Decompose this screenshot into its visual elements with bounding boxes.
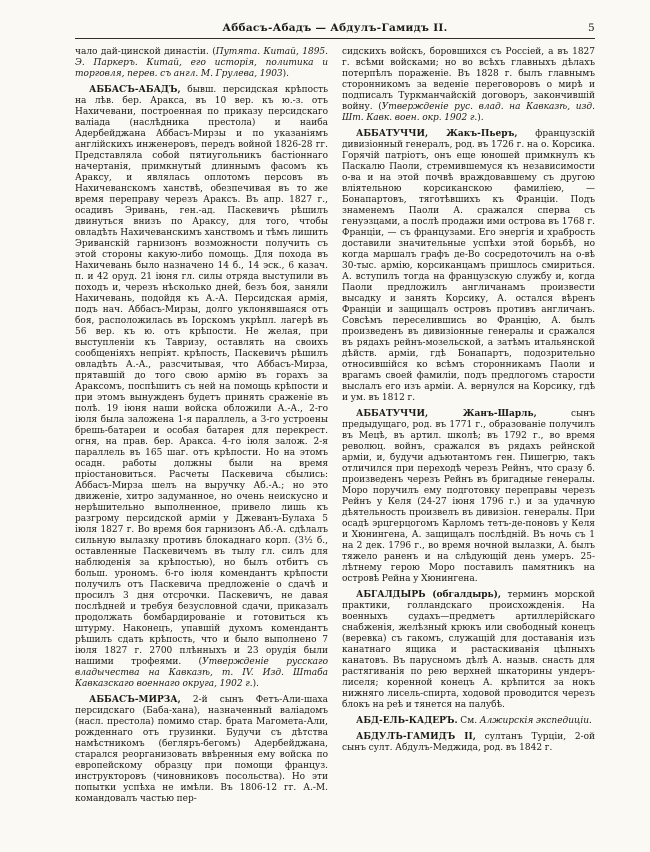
- entry-paragraph: [342, 716, 595, 727]
- body-text: сынъ предыдущаго, род. въ 1771 г., образованіе получилъ въ Мецѣ, въ артил. школѣ; въ 1792 г., во время революц. войнъ, сражался въ рядахъ рейнской арміи, и, будучи адъютантомъ ген. Пишегрю, такъ отличился при переходѣ черезъ Рейнъ, что сразу б. произведенъ черезъ Рейнъ въ бригадные генералы. Моро поручилъ ему подготовку переправы черезъ Рейнъ у Келя (24-27 іюня 1796 г.) и за удачную дѣятельность произвелъ въ дивизіон. генералы. При осадѣ эрцгерцогомъ Карломъ тетъ-де-поновъ у Келя и Хюнингена, А. защищалъ послѣдній. Въ ночь съ 1 на 2 дек. 1796 г., во время ночной вылазки, А. былъ тяжело раненъ и на слѣдующій день умеръ. 25-лѣтнему герою Моро поставилъ памятникъ на островѣ Рейна у Хюнингена.: [342, 409, 595, 584]
- reference-text: Утвержденіе рус. влад. на Кавказѣ, изд. Шт. Кавк. воен. окр. 1902 г.: [342, 102, 596, 123]
- right-column: [342, 47, 595, 805]
- page-header: [75, 22, 595, 35]
- entry-term: АББАТУЧЧИ, Жанъ-Шарль,: [356, 409, 537, 419]
- entry-paragraph: [75, 85, 328, 690]
- body-text: ).: [477, 113, 484, 123]
- header-rule: [75, 38, 595, 39]
- body-text: сидскихъ войскъ, боровшихся съ Россіей, а въ 1827 г. всѣми войсками; но во всѣхъ главныхъ дѣлахъ потерпѣлъ пораженіе. Въ 1828 г. былъ главнымъ сторонникомъ за веденіе переговоровъ о мирѣ и подписалъ Туркманчайскій договоръ, закончившій войну. (: [342, 47, 595, 112]
- entry-paragraph: [75, 695, 328, 805]
- body-text: чало дай-цинской династіи. (: [75, 47, 216, 57]
- entry-term: АБД-ЕЛЬ-КАДЕРЪ.: [356, 716, 458, 726]
- entry-term: АББАТУЧЧИ, Жакъ-Пьеръ,: [356, 129, 518, 139]
- body-text: французскій дивизіонный генералъ, род. въ 1726 г. на о. Корсика. Горячій патріотъ, онъ еще юношей примкнулъ къ Паскалю Паоли, стремившемуся къ независимости о-ва и на этой почвѣ враждовавшему съ другою вліятельною корсиканскою фамиліею, — Бонапартовъ, тяготѣвшихъ къ Франціи. Подъ знаменемъ Паоли А. сражался сперва съ генуэзцами, а послѣ продажи ими острова въ 1768 г. Франціи, — съ французами. Его энергія и храбрость доставили значительные успѣхи этой борьбѣ, но когда маршалъ графъ де-Во сосредоточилъ на о-вѣ 30-тыс. армію, корсиканцамъ пришлось смириться. А. вступилъ тогда на французскую службу и, когда Паоли предложилъ англичанамъ произвести высадку и занять Корсику, А. остался вѣренъ Франціи и защищалъ островъ противъ англичанъ. Совсѣмъ переселившись во Францію, А. былъ произведенъ въ дивизіонные генералы и сражался въ рядахъ рейнъ-мозельской, а затѣмъ итальянской дѣйств. арміи, гдѣ Бонапартъ, подозрительно относившійся ко всѣмъ сторонникамъ Паоли и врагамъ своей фамиліи, подъ предлогомъ старости выслалъ его изъ арміи. А. вернулся на Корсику, гдѣ и ум. въ 1812 г.: [342, 129, 595, 403]
- entry-paragraph: [342, 409, 595, 585]
- page-number: 5: [588, 22, 595, 34]
- entry-term: АББАСЪ-АБАДЪ,: [89, 85, 181, 95]
- entry-paragraph: [342, 129, 595, 404]
- body-text: ).: [252, 679, 260, 689]
- left-column: [75, 47, 328, 805]
- entry-term: АББАСЪ-МИРЗА,: [89, 695, 181, 705]
- entry-term: АБГАЛДЫРЬ (обгалдырь),: [356, 590, 502, 600]
- running-head-title: Аббасъ-Абадъ — Абдулъ-Гамидъ II.: [222, 22, 448, 34]
- entry-paragraph: [342, 732, 595, 754]
- text-block: [75, 47, 595, 805]
- body-text: терминъ морской практики, голландскаго происхожденія. На военныхъ судахъ—предметъ артиллерійскаго снабженія, желѣзный крюкъ или свободный конецъ (веревка) съ гакомъ, служащій для доставанія изъ канатнаго ящика и растаскиванія цѣпныхъ канатовъ. Въ парусномъ дѣлѣ А. назыв. снасть для растягиванія по рею верхней шкаторины ундеръ-лиселя; коренной конецъ А. крѣпится за нокъ нижняго лисель-спирта, ходовой проводится черезъ блокъ на реѣ и тянется на палубѣ.: [342, 590, 595, 710]
- reference-text: Алжирскія экспедиціи.: [479, 716, 592, 726]
- continuation-paragraph: [75, 47, 328, 80]
- body-text: 2-й сынъ Фетъ-Али-шаха персидскаго (Баба-хана), назначенный валіадомъ (насл. престола) помимо стар. брата Магомета-Али, рожденнаго отъ грузинки. Будучи съ дѣтства намѣстникомъ (бегляръ-бегомъ) Адербейджана, старался реорганизовать ввѣренныя ему войска по европейскому образцу при помощи француз. инструкторовъ (чиновниковъ посольства). Но эти попытки успѣха не имѣли. Въ 1806-12 гг. А.-М. командовалъ частью пер-: [75, 695, 328, 804]
- entry-term: АБДУЛЪ-ГАМИДЪ II,: [356, 732, 476, 742]
- body-text: султанъ Турціи, 2-ой сынъ султ. Абдулъ-Меджида, род. въ 1842 г.: [342, 732, 595, 753]
- body-text: ).: [282, 69, 290, 79]
- continuation-paragraph: [342, 47, 595, 124]
- reference-text: Путята. Китай, 1895. Э. Паркеръ. Китай, его исторія, политика и торговля, перев. съ англ. М. Грулева, 1903: [75, 47, 329, 79]
- reference-text: Утвержденіе русскаго владычества на Кавказѣ, т. IV. Изд. Штаба Кавказскаго военнаго округа, 1902 г.: [75, 657, 328, 689]
- entry-paragraph: [342, 590, 595, 711]
- body-text: бывш. персидская крѣпость на лѣв. бер. Аракса, въ 10 вер. къ ю.-з. отъ Нахичевани, построенная по приказу персидскаго валіада (наслѣдника престола) и наиба Адербейджана Аббасъ-Мирзы и по указаніямъ англійскихъ инженеровъ, передъ войной 1826-28 гг. Представляла собой пятиугольникъ бастіоннаго начертанія, примкнутый длиннымъ фасомъ къ Араксу, и являлась оплотомъ персовъ въ Нахичеванскомъ ханствѣ, обезпечивая въ то же время переправу черезъ Араксъ. Въ апр. 1827 г., осадивъ Эривань, ген.-ад. Паскевичъ рѣшилъ двинуться внизъ по Араксу, для того, чтобы овладѣть Нахичеванскимъ ханствомъ и тѣмъ лишить Эриванскій гарнизонъ возможности получить съ этой стороны какую-либо помощь. Для похода въ Нахичевань было назначено 14 б., 14 эск., 6 казач. п. и 42 оруд. 21 іюня гл. силы отряда выступили въ походъ и, черезъ нѣсколько дней, безъ боя, заняли Нахичевань, подойдя къ А.-А. Персидская армія, подъ нач. Аббасъ-Мирзы, долго уклонявшаяся отъ боя, расположилась въ Іорскомъ укрѣпл. лагерѣ въ 56 вер. къ ю. отъ крѣпости. Не желая, при выступленіи къ Тавризу, оставлять на своихъ сообщеніяхъ непріят. крѣпость, Паскевичъ рѣшилъ овладѣть А.-А., разсчитывая, что Аббасъ-Мирза, прятавшій до того свою армію въ горахъ за Араксомъ, поспѣшитъ съ ней на помощь крѣпости и при этомъ вынужденъ будетъ принять сраженіе въ полѣ. 19 іюня наши войска обложили А.-А., 2-го іюля была заложена 1-я параллель, а 3-го устроены брешь-батареи и особая батарея для перекрест. огня, на прав. бер. Аракса. 4-го іюля залож. 2-я параллель въ 165 шаг. отъ крѣпости. Но на этомъ осадн. работы должны были на время пріостановиться. Расчеты Паскевича сбылись: Аббасъ-Мирза шелъ на выручку Аб.-А.; но это движеніе, хитро задуманное, но очень неискусно и нерѣшительно выполненное, привело лишь къ разгрому персидской арміи у Джеванъ-Булаха 5 іюля 1827 г. Во время боя гарнизонъ Аб.-А. сдѣлалъ сильную вылазку противъ блокаднаго корп. (3½ б., оставленные Паскевичемъ въ тылу гл. силъ для наблюденія за крѣпостью), но былъ отбитъ съ больш. урономъ. 6-го іюля комендантъ крѣпости получилъ отъ Паскевича предложеніе о сдачѣ и просилъ 3 дня отсрочки. Паскевичъ, не давая послѣдней и требуя безусловной сдачи, приказалъ продолжать бомбардированіе и готовиться къ штурму. Наконецъ, упавшій духомъ комендантъ рѣшилъ сдать крѣпость, что и было выполнено 7 іюля 1827 г. 2700 плѣнныхъ и 23 орудія были нашими трофеями. (: [75, 85, 328, 667]
- body-text: См.: [457, 716, 480, 726]
